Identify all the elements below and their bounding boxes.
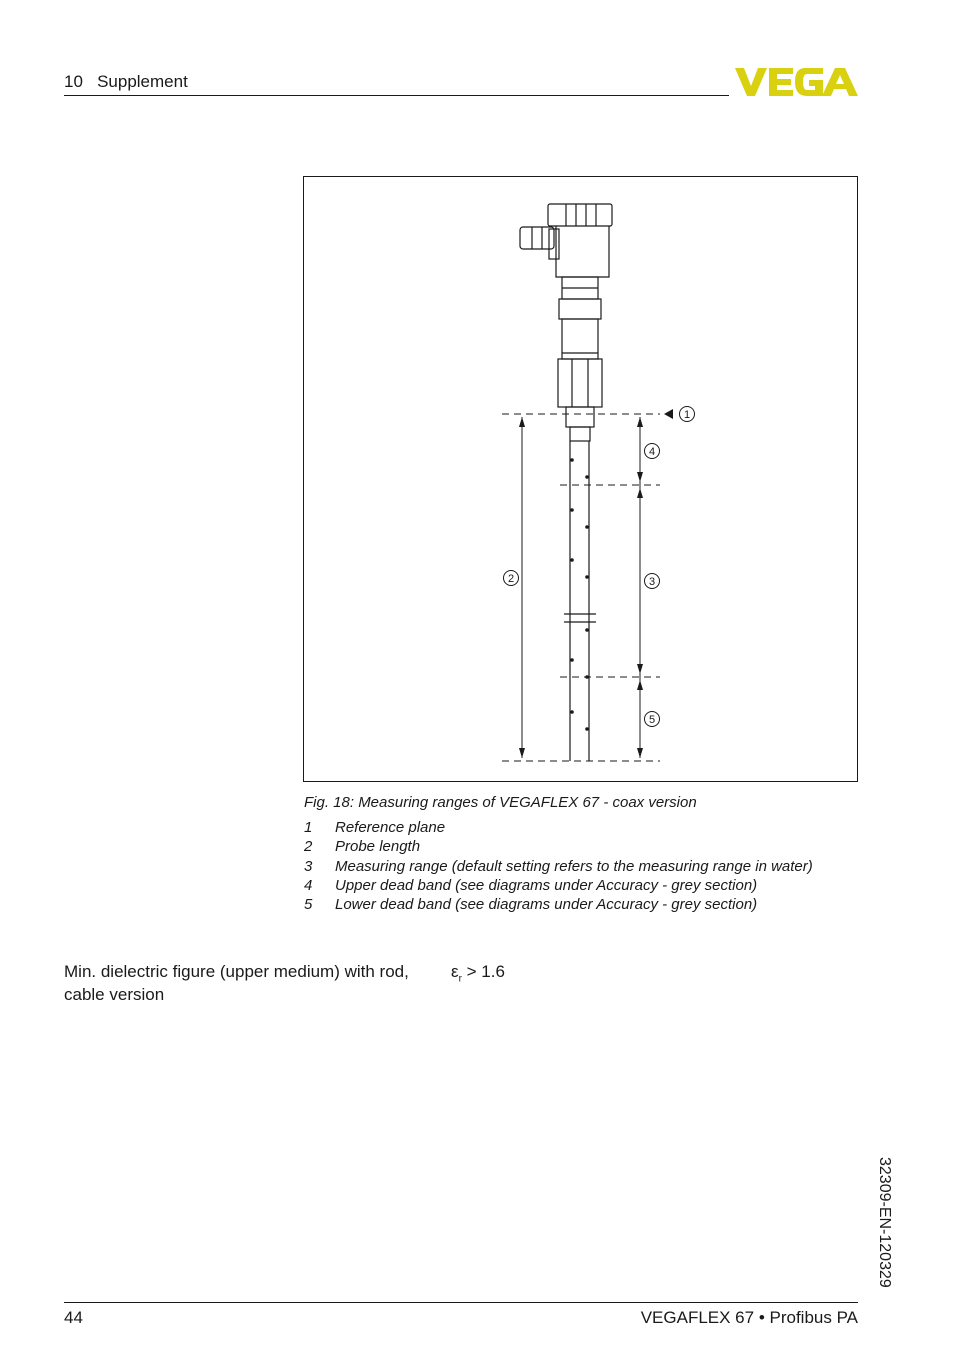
legend-item: 2 Probe length	[304, 838, 421, 856]
legend-item: 5 Lower dead band (see diagrams under Accuracy - grey section)	[304, 896, 758, 914]
dielectric-value: $\varepsilon_r > 1.6$	[451, 962, 505, 985]
dielectric-label: Min. dielectric figure (upper medium) with rod, cable version	[64, 962, 409, 1004]
measuring-range-drawing	[304, 177, 857, 781]
figure-caption: Fig. 18: Measuring ranges of VEGAFLEX 67 - coax version	[304, 794, 697, 811]
footer-title: VEGAFLEX 67 • Profibus PA	[640, 1308, 858, 1327]
document-number: 32309-EN-120329	[876, 1157, 893, 1288]
header-rule	[64, 95, 729, 96]
callout-3: 3	[648, 576, 656, 588]
callout-2: 2	[507, 573, 515, 585]
footer-rule	[64, 1302, 858, 1303]
callout-4: 4	[648, 446, 656, 458]
legend-item: 1 Reference plane	[304, 819, 446, 837]
legend-item: 3 Measuring range (default setting refers to the measuring range in water)	[304, 857, 813, 875]
figure-box	[303, 176, 858, 782]
figure-legend	[304, 818, 813, 914]
vega-logo	[735, 66, 858, 97]
header-section-title: 10 Supplement	[64, 72, 188, 91]
callout-1: 1	[683, 409, 691, 421]
callout-5: 5	[648, 714, 656, 726]
page-number: 44	[64, 1308, 83, 1327]
legend-item: 4 Upper dead band (see diagrams under Accuracy - grey section)	[304, 877, 758, 895]
